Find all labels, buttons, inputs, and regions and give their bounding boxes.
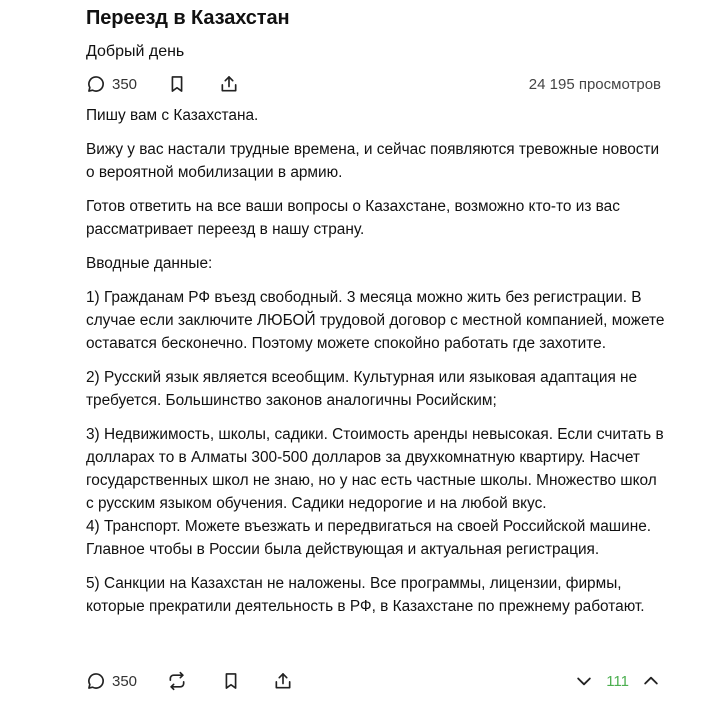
upvote-button[interactable] <box>641 671 661 691</box>
paragraph: 3) Недвижимость, школы, садики. Стоимость аренды невысокая. Если считать в долларах то в Алматы 300-500 долларов за двухкомнатную квартиру. Насчет государственных школ не знаю, но у нас есть частные школы. Множество школ с русским языком обучения. Садики недорогие и на любой вкус. <box>86 426 664 512</box>
bookmark-icon <box>221 671 241 691</box>
share-icon <box>273 671 293 691</box>
paragraph: 2) Русский язык является всеобщим. Культурная или языковая адаптация не требуется. Большинство законов аналогичны Росийским; <box>86 369 638 409</box>
bookmark-button[interactable] <box>167 74 187 94</box>
paragraph: 4) Транспорт. Можете въезжать и передвигаться на своей Российской машине. Главное чтобы в России была действующая и актуальная регистрация. <box>86 518 652 558</box>
paragraph: 1) Гражданам РФ въезд свободный. 3 месяца можно жить без регистрации. В случае если заключите ЛЮБОЙ трудовой договор с местной компанией, можете оставатся бесконечно. Поэтому можете спокойно работать где захотите. <box>86 289 665 352</box>
repost-icon <box>167 671 187 691</box>
post-title[interactable]: Переезд в Казахстан <box>86 7 290 29</box>
bookmark-button[interactable] <box>221 671 241 691</box>
comment-bubble-icon <box>86 671 106 691</box>
share-button[interactable] <box>219 74 239 94</box>
comments-count: 350 <box>112 672 138 690</box>
comment-bubble-icon <box>86 74 106 94</box>
comments-count: 350 <box>112 75 138 93</box>
comments-button[interactable] <box>86 671 137 691</box>
paragraph: 5) Санкции на Казахстан не наложены. Все программы, лицензии, фирмы, которые прекратили деятельность в РФ, в Казахстане по прежнему работают. <box>86 575 645 615</box>
paragraph: Вижу у вас настали трудные времена, и сейчас появляются тревожные новости о вероятной мобилизации в армию. <box>86 141 660 181</box>
paragraph: Готов ответить на все ваши вопросы о Казахстане, возможно кто-то из вас рассматривает переезд в нашу страну. <box>86 198 620 238</box>
post-actions-top <box>86 71 661 97</box>
repost-button[interactable] <box>167 671 187 691</box>
bookmark-icon <box>167 74 187 94</box>
share-button[interactable] <box>273 671 293 691</box>
downvote-button[interactable] <box>574 671 594 691</box>
comments-button[interactable] <box>86 74 137 94</box>
post-actions-bottom <box>86 668 661 694</box>
chevron-down-icon <box>574 671 594 691</box>
paragraph: Пишу вам с Казахстана. <box>86 107 259 124</box>
paragraph: Вводные данные: <box>86 255 213 272</box>
post-body <box>86 104 666 629</box>
share-icon <box>219 74 239 94</box>
chevron-up-icon <box>641 671 661 691</box>
rating-control <box>574 671 661 691</box>
post-subtitle: Добрый день <box>86 43 185 60</box>
views-count: 24 195 просмотров <box>528 75 661 93</box>
rating-value: 111 <box>606 672 629 690</box>
